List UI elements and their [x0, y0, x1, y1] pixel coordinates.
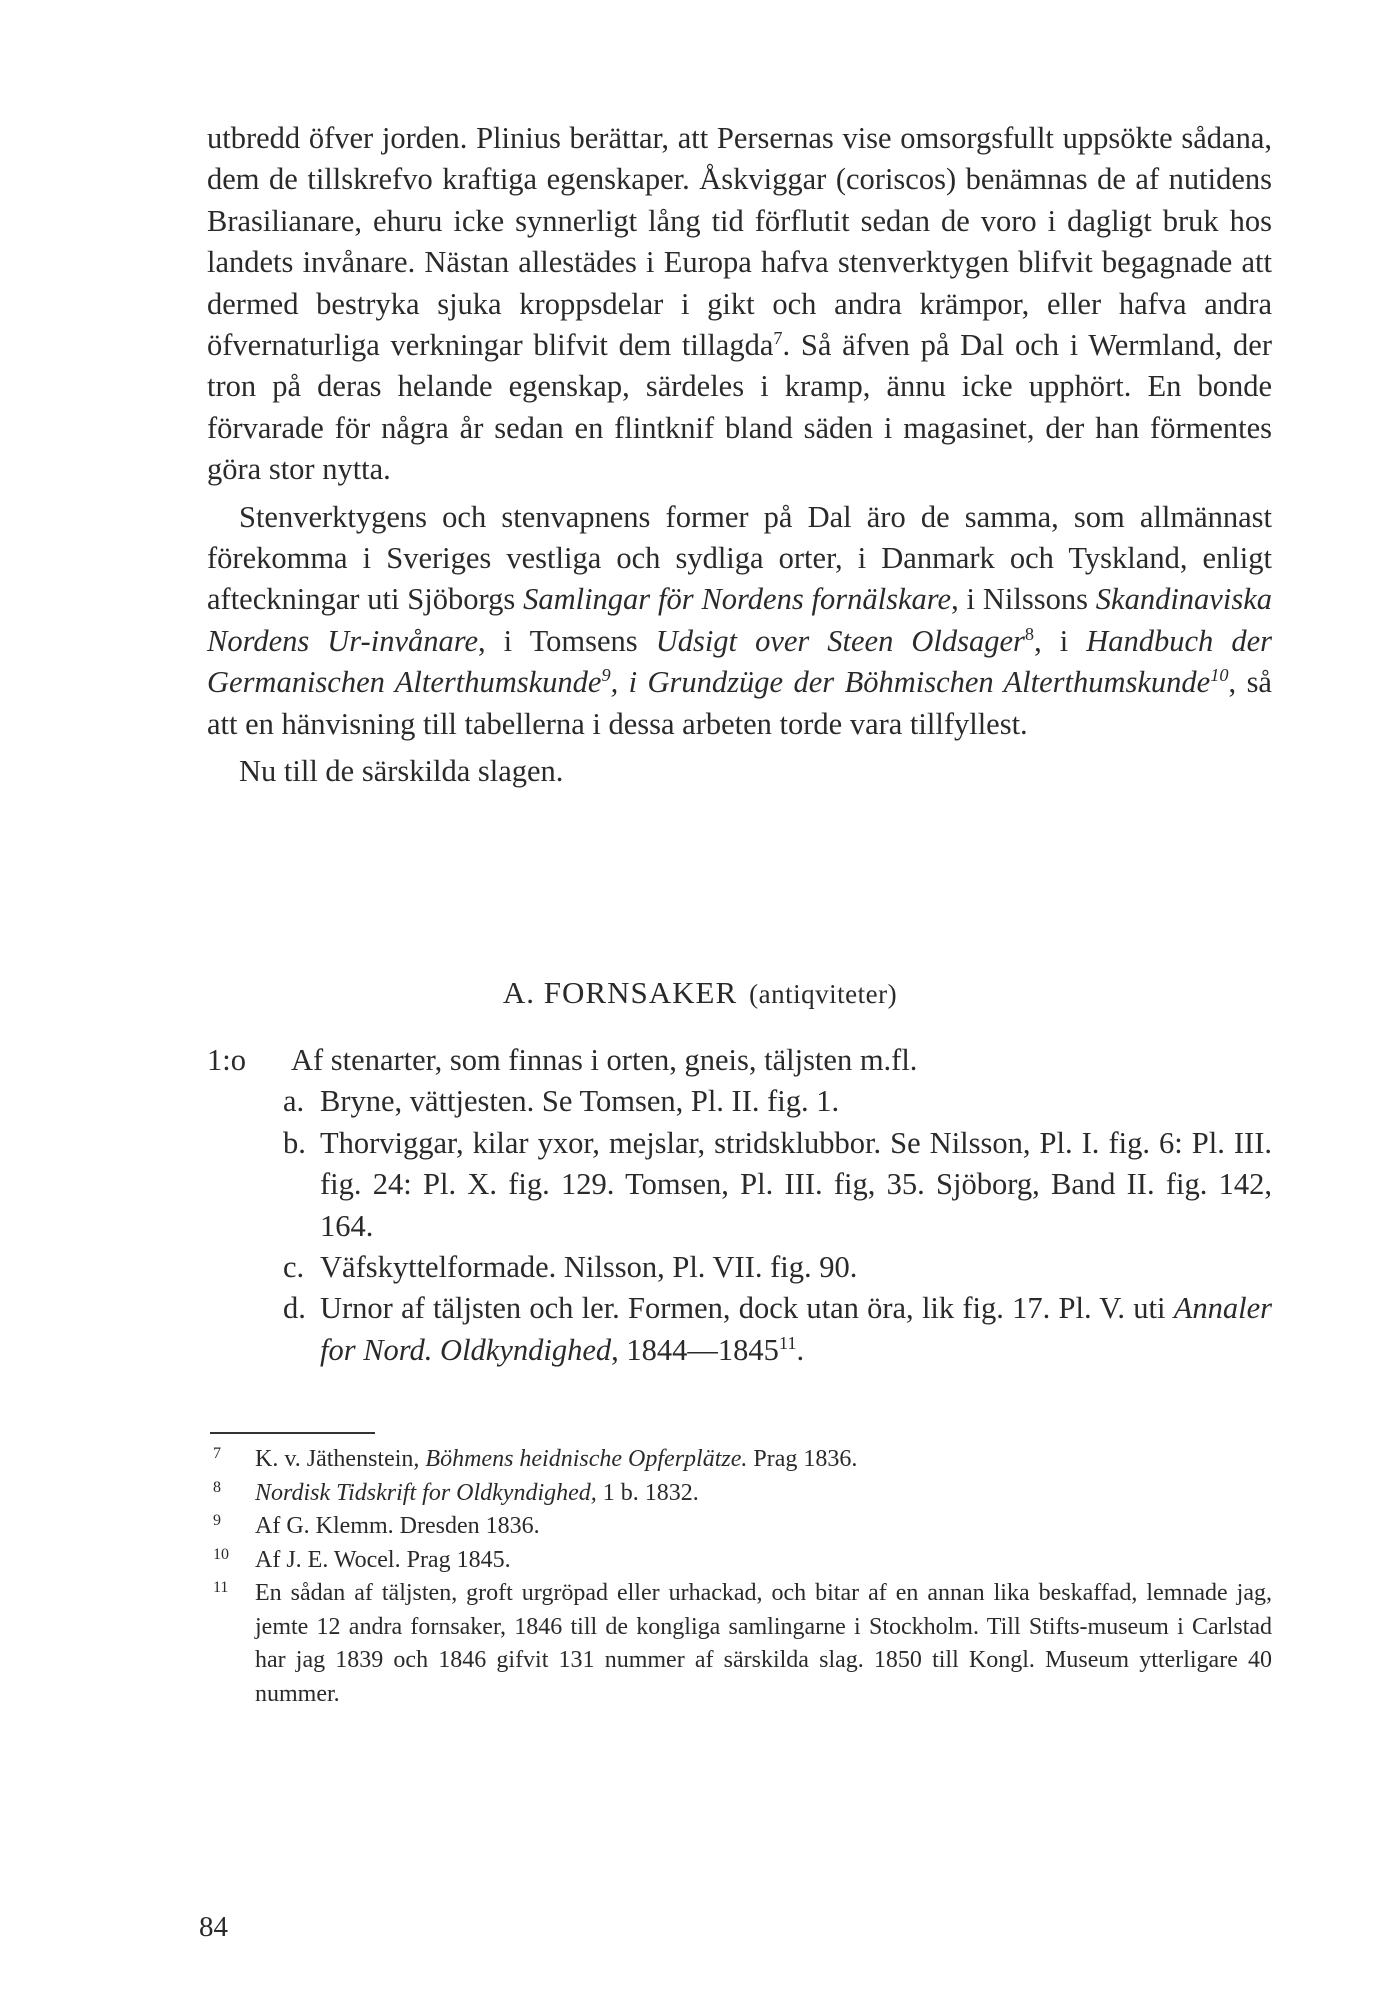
section-heading — [0, 975, 1400, 1011]
page-number: 84 — [199, 1911, 228, 1943]
footnote-divider — [210, 1432, 375, 1434]
paragraph-2 — [207, 497, 1272, 745]
footnote — [207, 1510, 1272, 1544]
list-item-letter: c. — [283, 1250, 305, 1285]
footnote-number: 10 — [213, 1545, 229, 1563]
list-item — [207, 1288, 1272, 1371]
footnotes — [207, 1443, 1272, 1711]
list-item-letter: d. — [283, 1291, 306, 1326]
footnote-text: K. v. Jäthenstein, — [255, 1446, 426, 1472]
footnote-text: Af J. E. Wocel. Prag 1845. — [255, 1546, 511, 1573]
paragraph-2-text: , i Tomsens — [478, 623, 656, 658]
list-item-text: Urnor af täljsten och ler. Formen, dock utan öra, lik fig. 17. Pl. V. uti — [320, 1291, 1174, 1326]
footnote — [207, 1544, 1272, 1578]
book-title: Handbuch der Germanischen Alterthumskunde — [207, 623, 1272, 700]
list-item-text: , 1844—1845 — [611, 1332, 779, 1367]
footnote-text: En sådan af täljsten, groft urgröpad eller urhackad, och bitar af en annan lika beskaffad, lemnade jag, jemte 12 andra fornsaker, 1846 till de kongliga samlingarne i Stockholm. Till Stifts-museum i Carlstad har jag 1839 och 1846 gifvit 131 nummer af särskilda slag. 1850 till Kongl. Museum ytterligare 40 nummer. — [255, 1580, 1272, 1707]
body-text — [207, 118, 1272, 793]
footnote-number: 11 — [213, 1579, 229, 1596]
list-main-text: Af stenarter, som finnas i orten, gneis, täljsten m.fl. — [291, 1043, 918, 1077]
footnote — [207, 1577, 1272, 1711]
paragraph-1-text: utbredd öfver jorden. Plinius berättar, att Persernas vise omsorgsfullt uppsökte sådana, dem de tillskrefvo kraftiga egenskaper. Åskviggar (coriscos) benämnas de af nutidens Brasilianare, ehuru icke synnerligt lång tid förflutit sedan de voro i dagligt bruk hos landets invånare. Nästan allestädes i Europa hafva stenverktygen blifvit begagnade att dermed bestryka sjuka kroppsdelar i gikt och andra krämpor, eller hafva andra öfvernaturliga verkningar blifvit dem tillagda — [207, 121, 1272, 363]
list-item-letter: a. — [283, 1084, 305, 1119]
book-title: Samlingar för Nordens fornälskare — [523, 582, 952, 617]
footnote — [207, 1477, 1272, 1511]
list-item — [207, 1123, 1272, 1247]
paragraph-2-text: , i — [610, 665, 648, 700]
footnote-ref-9: 9 — [601, 665, 611, 686]
section-title: A. FORNSAKER — [502, 975, 738, 1010]
paragraph-2-text: , i Nilssons — [951, 582, 1096, 617]
footnote-ref-11: 11 — [778, 1332, 797, 1353]
paragraph-2-text: , i — [1034, 623, 1087, 658]
footnote-title: Böhmens heidnische Opferplätze. — [425, 1446, 748, 1472]
footnote-title: Nordisk Tidskrift for Oldkyndighed, — [255, 1479, 597, 1506]
list-main-row — [207, 1040, 1272, 1081]
footnote-number: 8 — [213, 1478, 221, 1496]
list-number: 1:o — [207, 1043, 246, 1077]
footnote-number: 9 — [213, 1512, 221, 1529]
book-title: Skandinaviska Nordens Ur-invånare — [207, 582, 1272, 658]
list-item-text: Väfskyttelformade. Nilsson, Pl. VII. fig. 90. — [320, 1250, 858, 1285]
item-list — [207, 1040, 1272, 1371]
book-title: Annaler for Nord. Oldkyndighed — [320, 1291, 1272, 1367]
book-title: Udsigt over Steen Oldsager — [655, 623, 1025, 658]
footnote — [207, 1443, 1272, 1477]
paragraph-2-text: Stenverktygens och stenvapnens former på Dal äro de samma, som allmännast förekomma i Sveriges vestliga och sydliga orter, i Danmark och Tyskland, enligt afteckningar uti Sjöborgs — [207, 499, 1272, 617]
footnote-text: 1 b. 1832. — [596, 1479, 699, 1506]
footnote-number: 7 — [213, 1445, 221, 1462]
paragraph-1 — [207, 118, 1272, 491]
footnote-text: Af G. Klemm. Dresden 1836. — [255, 1513, 540, 1539]
list-item-text: Bryne, vättjesten. Se Tomsen, Pl. II. fig. 1. — [320, 1084, 840, 1119]
paragraph-3: Nu till de särskilda slagen. — [239, 754, 564, 789]
footnote-text: Prag 1836. — [747, 1446, 858, 1472]
footnote-ref-8: 8 — [1024, 623, 1035, 644]
section-subtitle: (antiqviteter) — [749, 979, 898, 1009]
footnote-ref-7: 7 — [773, 327, 783, 348]
list-item-letter: b. — [283, 1125, 306, 1160]
paragraph-1-text-cont: . Så äfven på Dal och i Wermland, der tron på deras helande egenskap, särdeles i kramp, ännu icke upphört. En bonde förvarade för några år sedan en flintknif bland säden i magasinet, der han förmentes göra stor nytta. — [207, 328, 1272, 487]
list-item-text: Thorviggar, kilar yxor, mejslar, stridsklubbor. Se Nilsson, Pl. I. fig. 6: Pl. III. fig. 24: Pl. X. fig. 129. Tomsen, Pl. III. fig, 35. Sjöborg, Band II. fig. 142, 164. — [320, 1125, 1272, 1243]
book-title: Grundzüge der Böhmischen Alterthumskunde — [647, 665, 1211, 700]
list-item — [207, 1247, 1272, 1288]
list-item-text: . — [796, 1332, 805, 1367]
paragraph-2-text: , så att en hänvisning till tabellerna i dessa arbeten torde vara tillfyllest. — [207, 665, 1272, 741]
footnote-ref-10: 10 — [1210, 665, 1229, 686]
list-item — [207, 1081, 1272, 1122]
